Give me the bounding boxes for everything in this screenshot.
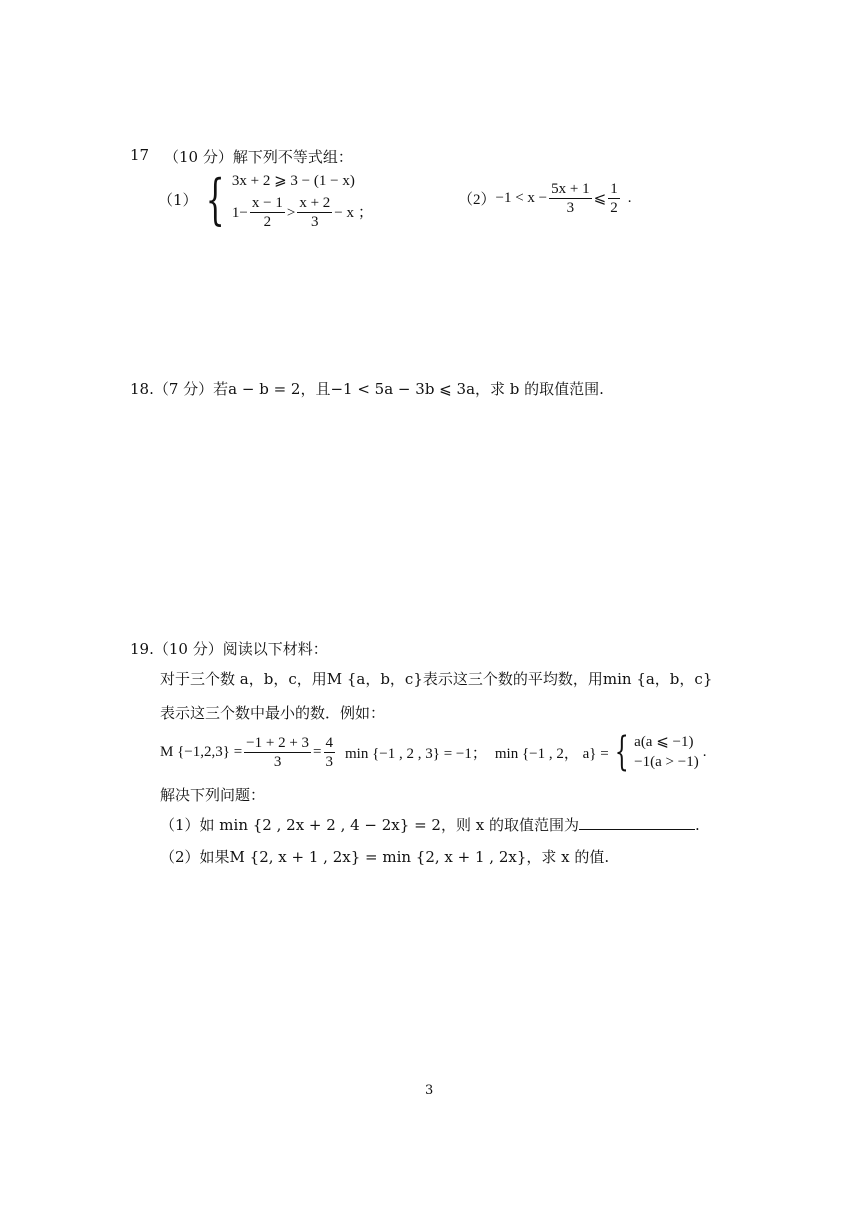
fraction-numerator: −1 + 2 + 3 — [246, 734, 310, 751]
q19-example3-pre: min {−1 , 2， a} = — [494, 745, 609, 762]
q19-sub1-text: （1）如 min {2 , 2x + 2 , 4 − 2x} = 2，则 x 的取值范围为 — [160, 816, 579, 834]
inequality-system-1 — [232, 168, 373, 231]
fraction-denominator: 3 — [273, 753, 282, 770]
piecewise-cases — [634, 732, 699, 772]
fraction-numerator: 5x + 1 — [551, 181, 590, 197]
q18-text: 18.（7 分）若a − b = 2，且−1 < 5a − 3b ⩽ 3a，求 b 的取值范围. — [130, 380, 604, 398]
piecewise-case-1: a(a ⩽ −1) — [634, 734, 694, 750]
fraction-denominator: 2 — [263, 214, 272, 230]
fraction — [297, 194, 332, 231]
q17-part1-line2 — [232, 194, 373, 231]
fraction-denominator: 3 — [325, 753, 334, 770]
q19-sub1-end: . — [694, 816, 700, 834]
left-brace-icon: { — [205, 167, 225, 231]
q19-solve-heading: 解决下列问题： — [160, 786, 266, 804]
q17-part2-label: （2） — [458, 192, 496, 208]
fraction — [324, 734, 336, 771]
q19-example1-pre: M {−1,2,3} = — [160, 743, 243, 760]
fraction — [250, 194, 285, 231]
q19-head: 19.（10 分）阅读以下材料： — [130, 640, 328, 658]
q17-part1-end: ； — [358, 204, 374, 221]
fraction-denominator: 2 — [610, 200, 618, 216]
q19-line1: 对于三个数 a，b，c，用M {a，b，c}表示这三个数的平均数，用min {a，b，c} — [160, 670, 713, 688]
q19-line2: 表示这三个数中最小的数．例如： — [160, 704, 386, 722]
q17-part2-pre: −1 < x − — [495, 190, 548, 206]
q19-examples — [160, 729, 707, 775]
q17-part1 — [158, 168, 373, 231]
q17-part2-end: . — [627, 190, 632, 206]
piecewise-case-2: −1(a > −1) — [634, 754, 699, 770]
q19-example2: min {−1 , 2 , 3} = −1； — [345, 745, 487, 762]
page-number: 3 — [425, 1083, 434, 1098]
q19-sub1 — [160, 814, 700, 835]
fraction — [244, 734, 311, 771]
fraction-numerator: 1 — [610, 181, 618, 197]
q17-part1-tail: − x — [334, 204, 354, 221]
greater-than-sign: > — [286, 204, 296, 221]
fraction-numerator: 4 — [325, 734, 334, 751]
fraction — [549, 180, 591, 217]
fraction-numerator: x + 2 — [299, 195, 331, 211]
q19-example3-end: . — [702, 743, 707, 760]
less-equal-sign: ⩽ — [593, 191, 607, 207]
q17-part1-line1: 3x + 2 ⩾ 3 − (1 − x) — [231, 173, 355, 189]
fraction — [608, 180, 620, 217]
q17-part1-label: （1） — [158, 191, 198, 209]
q17-part2 — [458, 180, 631, 217]
q17-intro: （10 分）解下列不等式组： — [164, 148, 353, 166]
fraction-denominator: 3 — [566, 200, 575, 216]
fraction-denominator: 3 — [311, 214, 319, 230]
q19-sub2: （2）如果M {2, x + 1 , 2x} = min {2, x + 1 , 2x}，求 x 的值. — [160, 848, 610, 866]
q17-part1-line2-pre: 1− — [231, 204, 248, 221]
left-brace-icon: { — [614, 729, 629, 775]
fraction-numerator: x − 1 — [251, 195, 283, 211]
answer-blank[interactable] — [579, 815, 695, 830]
equals-sign: = — [313, 743, 322, 760]
q17-number: 17 — [130, 146, 150, 164]
